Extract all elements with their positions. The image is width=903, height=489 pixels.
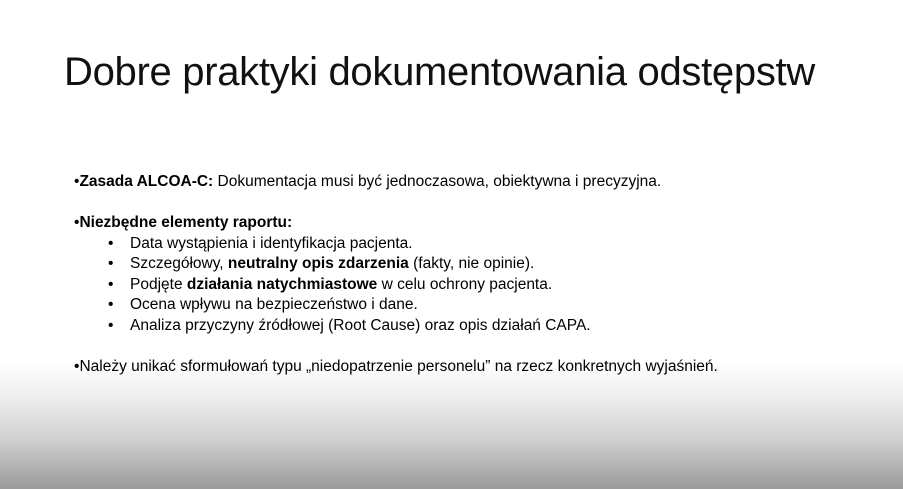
slide-title: Dobre praktyki dokumentowania odstępstw <box>64 50 815 94</box>
alcoa-text: Dokumentacja musi być jednoczasowa, obiektywna i precyzyjna. <box>213 173 662 190</box>
elements-list <box>74 234 874 337</box>
list-item: • Szczegółowy, neutralny opis zdarzenia (fakty, nie opinie). <box>74 254 874 275</box>
bullet-avoid <box>74 357 874 378</box>
spacer <box>74 193 874 214</box>
bullet-dot: • <box>108 275 114 293</box>
bullet-dot: • <box>108 234 114 252</box>
avoid-text: Należy unikać sformułowań typu „niedopatrzenie personelu” na rzecz konkretnych wyjaśnień. <box>79 357 718 375</box>
list-item: • Ocena wpływu na bezpieczeństwo i dane. <box>74 295 874 316</box>
list-item: • Data wystąpienia i identyfikacja pacjenta. <box>74 234 874 255</box>
bullet-alcoa <box>74 172 874 193</box>
slide-content <box>74 172 874 377</box>
spacer <box>74 336 874 357</box>
list-item: • Podjęte działania natychmiastowe w celu ochrony pacjenta. <box>74 275 874 296</box>
list-item: • Analiza przyczyny źródłowej (Root Cause) oraz opis działań CAPA. <box>74 316 874 337</box>
alcoa-label: Zasada ALCOA-C: <box>79 173 214 190</box>
bullet-dot: • <box>108 316 114 334</box>
elements-label: Niezbędne elementy raportu: <box>79 214 293 231</box>
bullet-elements <box>74 213 874 234</box>
bullet-dot: • <box>108 255 114 272</box>
bullet-dot: • <box>108 296 114 313</box>
